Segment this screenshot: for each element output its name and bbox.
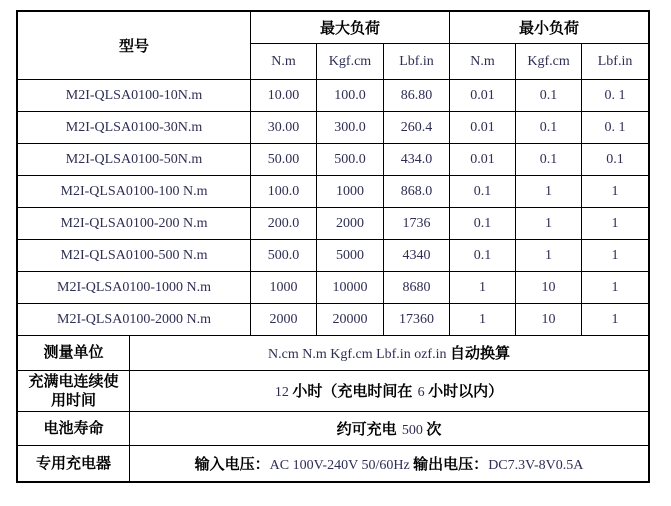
value-cell: 100.0 [251,176,317,208]
value-cell: 10000 [317,272,384,304]
value-cell: 10 [516,304,582,336]
battery-life-text-1: 约可充电 [336,419,402,438]
charger-label: 专用充电器 [18,445,130,481]
charger-input-value: AC 100V-240V 50/60Hz [269,457,414,473]
value-cell: 0.1 [450,240,516,272]
min-load-header: 最小负荷 [450,12,649,44]
value-cell: 0. 1 [582,112,649,144]
unit-header-max-kgfcm: Kgf.cm [317,44,384,80]
value-cell: 1 [582,304,649,336]
measure-unit-label: 测量单位 [18,336,130,370]
value-cell: 1 [516,176,582,208]
charger-row [18,445,649,481]
model-cell: M2I-QLSA0100-1000 N.m [18,272,251,304]
value-cell: 4340 [384,240,450,272]
value-cell: 0.1 [450,176,516,208]
usage-time-text-1: 小时（充电时间在 [292,382,418,400]
value-cell: 30.00 [251,112,317,144]
value-cell: 1 [582,208,649,240]
unit-header-min-lbfin: Lbf.in [582,44,649,80]
value-cell: 1 [582,272,649,304]
value-cell: 200.0 [251,208,317,240]
value-cell: 8680 [384,272,450,304]
table-row [18,304,649,336]
model-column-header: 型号 [18,12,251,80]
table-row [18,80,649,112]
model-cell: M2I-QLSA0100-100 N.m [18,176,251,208]
value-cell: 0.1 [450,208,516,240]
value-cell: 2000 [251,304,317,336]
battery-life-text-2: 次 [426,419,442,438]
charger-output-value: DC7.3V-8V0.5A [488,457,584,473]
measure-unit-units: N.cm N.m Kgf.cm Lbf.in ozf.in [268,347,450,363]
table-row [18,240,649,272]
table-row [18,144,649,176]
usage-time-row [18,370,649,411]
unit-header-min-kgfcm: Kgf.cm [516,44,582,80]
value-cell: 1 [516,240,582,272]
charger-value [130,445,649,481]
value-cell: 10.00 [251,80,317,112]
value-cell: 0.1 [516,144,582,176]
measure-unit-row [18,336,649,370]
model-cell: M2I-QLSA0100-500 N.m [18,240,251,272]
value-cell: 0.01 [450,112,516,144]
value-cell: 1000 [317,176,384,208]
value-cell: 0.1 [516,112,582,144]
value-cell: 434.0 [384,144,450,176]
model-cell: M2I-QLSA0100-200 N.m [18,208,251,240]
value-cell: 260.4 [384,112,450,144]
value-cell: 1000 [251,272,317,304]
battery-life-value [130,411,649,445]
model-cell: M2I-QLSA0100-2000 N.m [18,304,251,336]
usage-time-hours: 12 [274,385,293,400]
unit-header-min-nm: N.m [450,44,516,80]
usage-time-label: 充满电连续使用时间 [18,370,130,411]
measure-unit-value [130,336,649,370]
value-cell: 500.0 [251,240,317,272]
model-cell: M2I-QLSA0100-10N.m [18,80,251,112]
model-cell: M2I-QLSA0100-50N.m [18,144,251,176]
value-cell: 1 [582,240,649,272]
value-cell: 868.0 [384,176,450,208]
value-cell: 0.1 [516,80,582,112]
charger-input-label: 输入电压： [194,454,270,473]
header-row-groups [18,12,649,44]
value-cell: 50.00 [251,144,317,176]
value-cell: 100.0 [317,80,384,112]
value-cell: 1736 [384,208,450,240]
value-cell: 0.1 [582,144,649,176]
value-cell: 2000 [317,208,384,240]
unit-header-max-lbfin: Lbf.in [384,44,450,80]
table-row [18,176,649,208]
value-cell: 300.0 [317,112,384,144]
usage-time-charge-hours: 6 [417,385,429,400]
max-load-header: 最大负荷 [251,12,450,44]
value-cell: 0.01 [450,80,516,112]
model-cell: M2I-QLSA0100-30N.m [18,112,251,144]
battery-life-cycles: 500 [401,422,427,438]
battery-life-row [18,411,649,445]
value-cell: 5000 [317,240,384,272]
value-cell: 1 [582,176,649,208]
value-cell: 0.01 [450,144,516,176]
value-cell: 500.0 [317,144,384,176]
value-cell: 1 [450,272,516,304]
spec-table [16,10,650,483]
charger-output-label: 输出电压： [413,454,489,473]
unit-header-max-nm: N.m [251,44,317,80]
value-cell: 20000 [317,304,384,336]
value-cell: 0. 1 [582,80,649,112]
table-row [18,112,649,144]
value-cell: 1 [516,208,582,240]
value-cell: 10 [516,272,582,304]
battery-life-label: 电池寿命 [18,411,130,445]
value-cell: 1 [450,304,516,336]
measure-unit-auto-convert: 自动换算 [449,344,510,363]
load-spec-grid [17,11,649,336]
table-row [18,208,649,240]
usage-time-text-2: 小时以内） [428,382,504,400]
usage-time-value [130,370,649,411]
bottom-spec-grid [17,336,649,482]
table-row [18,272,649,304]
value-cell: 17360 [384,304,450,336]
value-cell: 86.80 [384,80,450,112]
